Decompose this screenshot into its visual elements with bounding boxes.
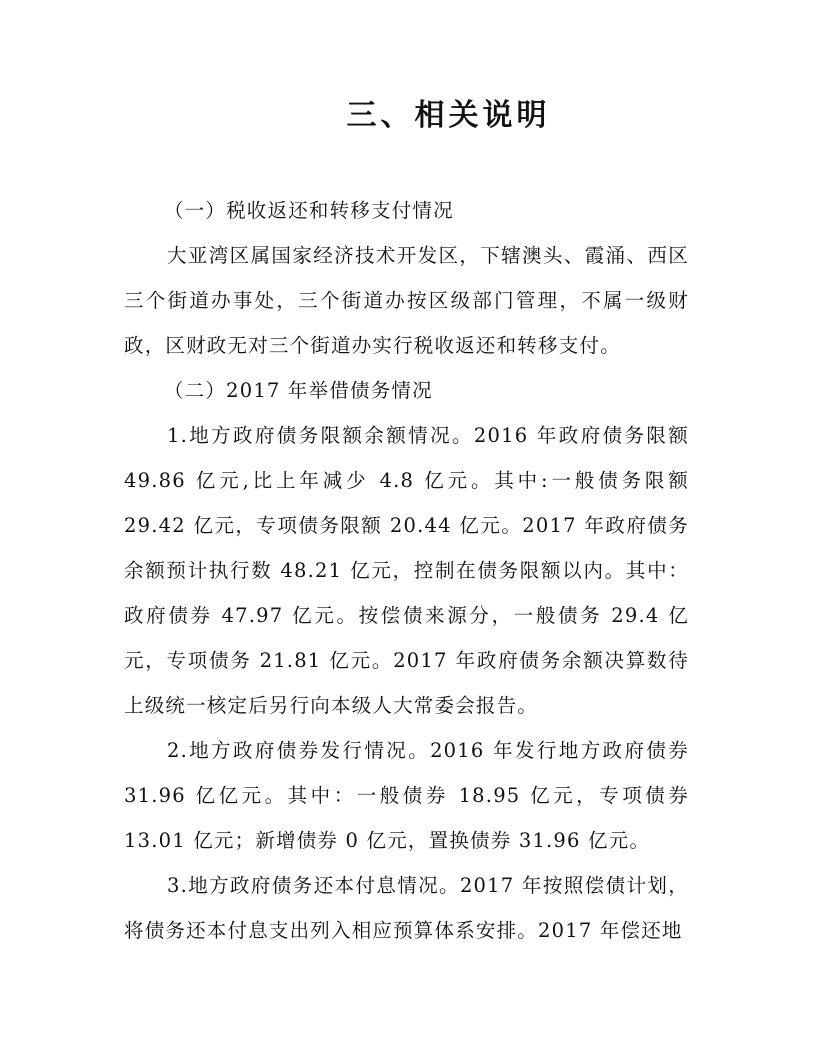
paragraph-debt-repayment: 3.地方政府债务还本付息情况。2017 年按照偿债计划，将债务还本付息支出列入相应预算体系安排。2017 年偿还地 [124, 874, 689, 942]
document-body [124, 188, 689, 953]
paragraph-debt-limit: 1.地方政府债务限额余额情况。2016 年政府债务限额 49.86 亿元,比上年减少 4.8 亿元。其中:一般债务限额 29.42 亿元，专项债务限额 20.44 亿元。2017 年政府债务余额预计执行数 48.21 亿元，控制在债务限额以内。其中：政府债券 47.97 亿元。按偿债来源分，一般债务 29.4 亿元，专项债务 21.81 亿元。2017 年政府债务余额决算数待上级统一核定后另行向本级人大常委会报告。 [124, 424, 689, 717]
section-heading-transfer: （一）税收返还和转移支付情况 [164, 199, 454, 222]
paragraph-bond-issuance: 2.地方政府债券发行情况。2016 年发行地方政府债券 31.96 亿亿元。其中：一般债券 18.95 亿元，专项债券 13.01 亿元；新增债券 0 亿元，置换债券 31.96 亿元。 [124, 739, 689, 852]
paragraph-district-overview: 大亚湾区属国家经济技术开发区，下辖澳头、霞涌、西区三个街道办事处，三个街道办按区级部门管理，不属一级财政，区财政无对三个街道办实行税收返还和转移支付。 [124, 244, 689, 357]
page-title: 三、相关说明 [346, 98, 551, 133]
section-heading-debt: （二）2017 年举借债务情况 [164, 379, 433, 402]
